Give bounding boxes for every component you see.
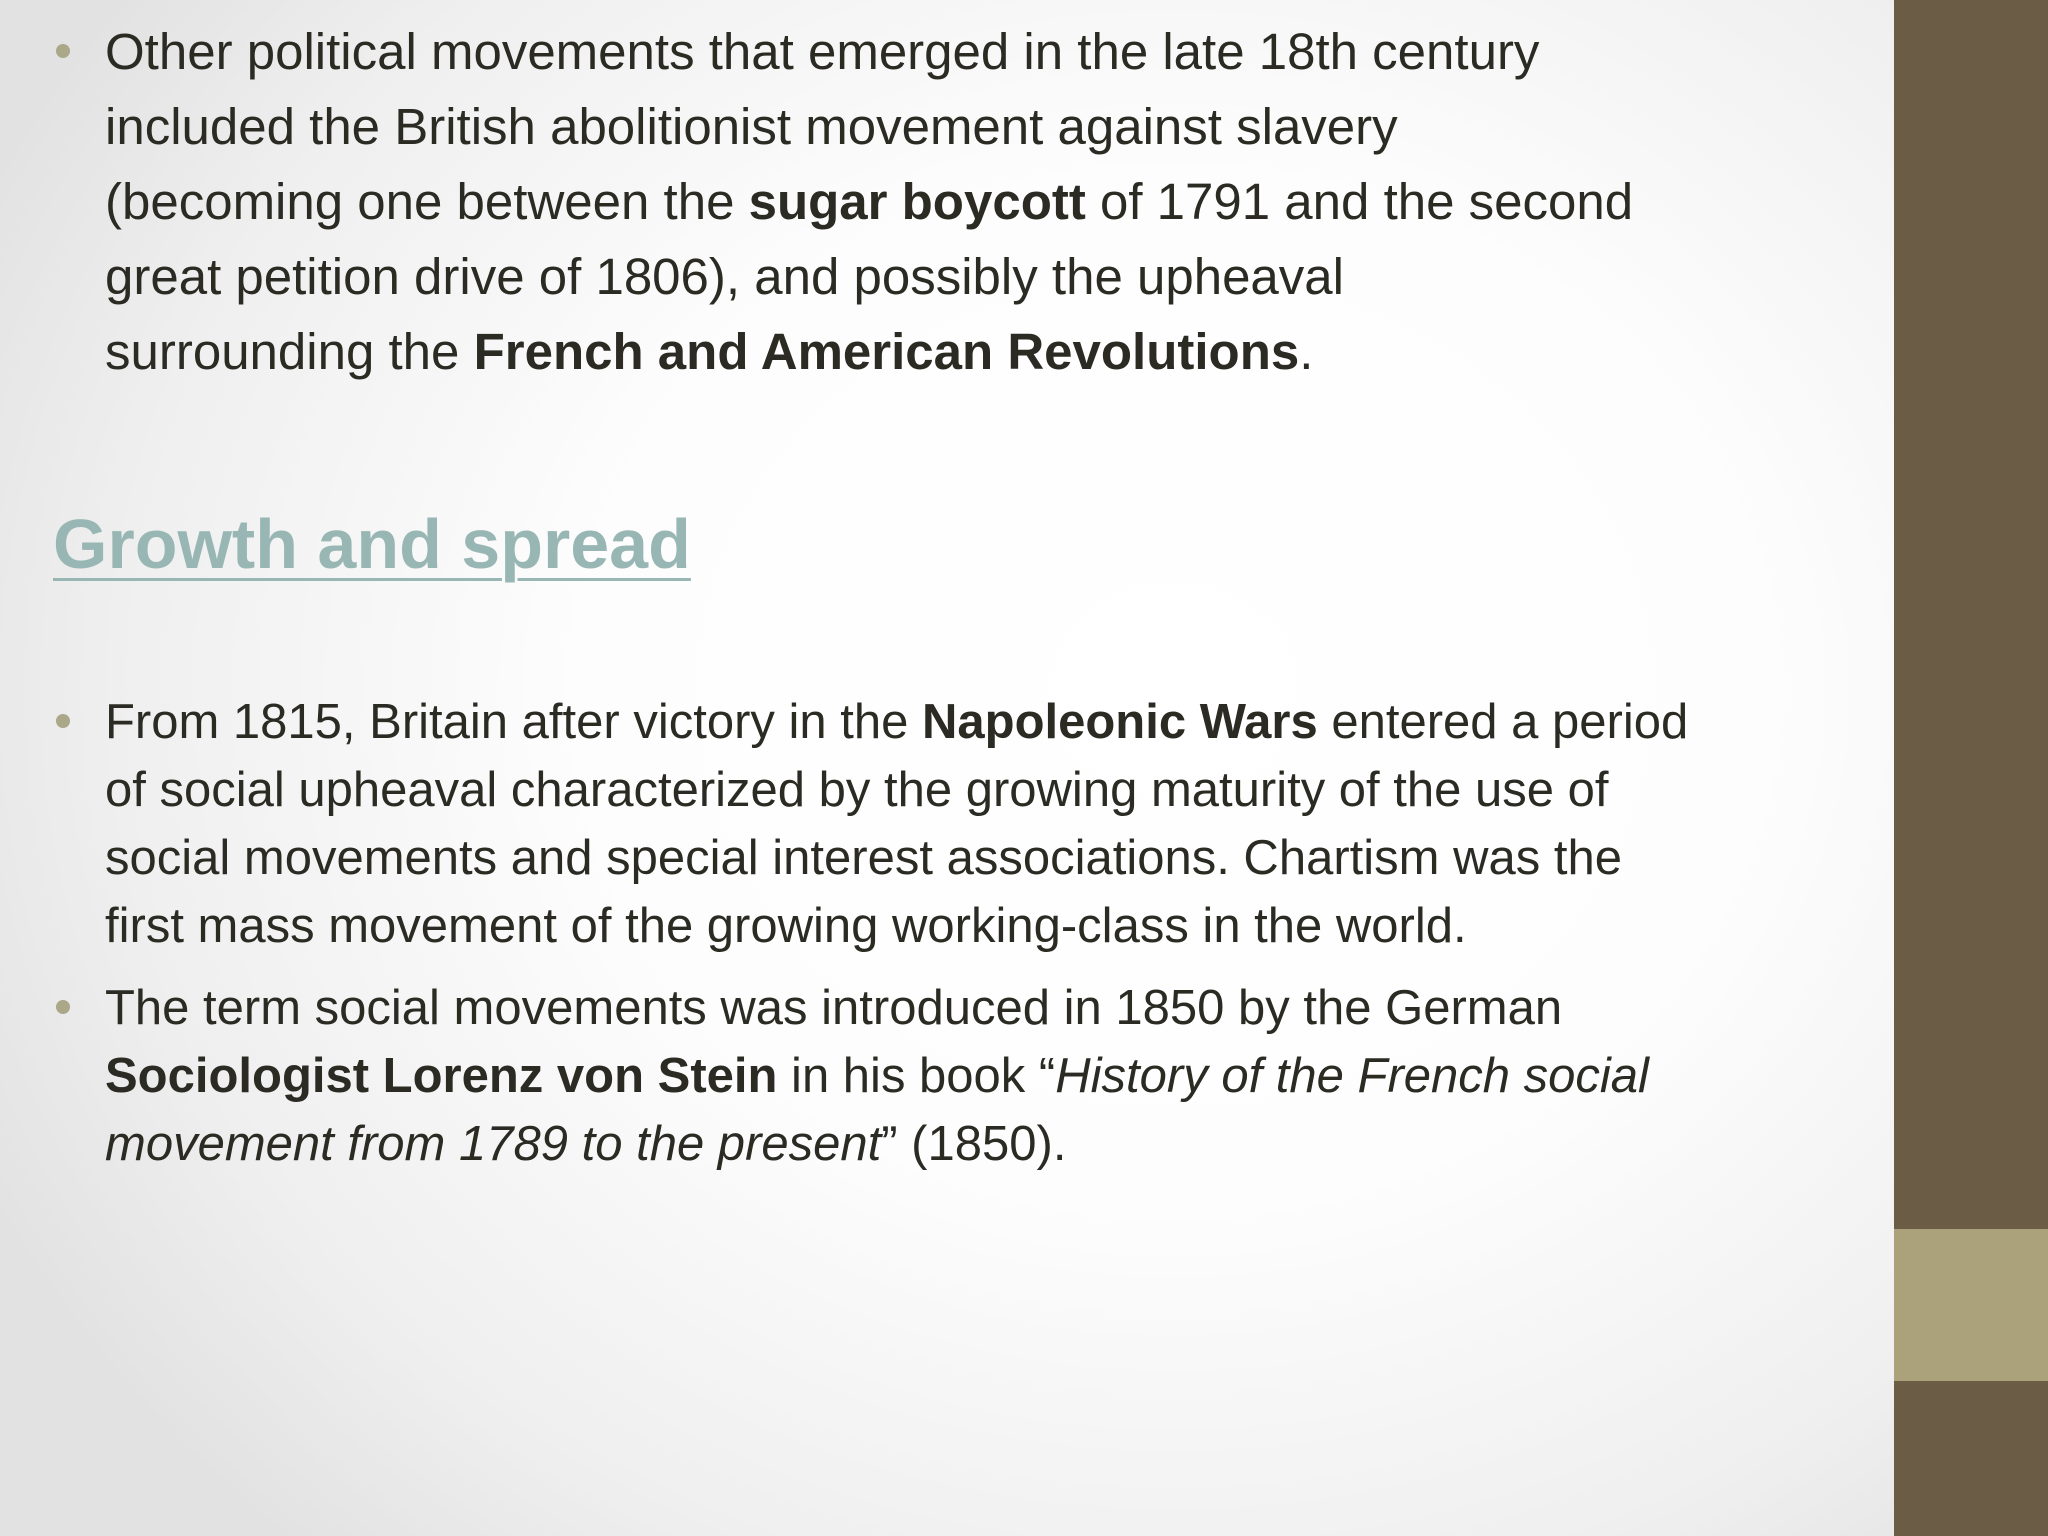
para1-line5-pre: surrounding the [105,323,474,380]
para1-line3-pre: (becoming one between the [105,173,749,230]
bullet-marker-1 [56,44,70,58]
para2-line1-post: entered a period [1317,695,1689,749]
paragraph-growth [105,688,1688,960]
napoleonic-wars-bold: Napoleonic Wars [922,695,1318,749]
decorative-sidebar [1894,0,2048,1536]
para3-line1: The term social movements was introduced in 1850 by the German [105,981,1563,1035]
lorenz-von-stein-bold: Sociologist Lorenz von Stein [105,1049,778,1103]
para1-line1: Other political movements that emerged in the late 18th century [105,23,1540,80]
book-title-part1: History of the French social [1055,1049,1649,1103]
revolutions-bold: French and American Revolutions [473,323,1300,380]
bullet-marker-2 [56,714,70,728]
section-heading: Growth and spread [53,505,691,583]
paragraph-political-movements [105,14,1633,389]
para1-line5-post: . [1299,323,1314,380]
bullet-marker-3 [56,1000,70,1014]
para2-line4: first mass movement of the growing working-class in the world. [105,899,1467,953]
para3-line2-mid: in his book “ [777,1049,1056,1103]
para1-line4: great petition drive of 1806), and possibly the upheaval [105,248,1344,305]
sugar-boycott-bold: sugar boycott [748,173,1086,230]
para1-line3-post: of 1791 and the second [1085,173,1634,230]
para1-line2: included the British abolitionist movement against slavery [105,98,1398,155]
para2-line1-pre: From 1815, Britain after victory in the [105,695,922,749]
book-title-part2: movement from 1789 to the present [105,1117,882,1171]
para3-line3-post: ” (1850). [881,1117,1067,1171]
sidebar-accent-block [1894,1229,2048,1381]
paragraph-term-origin [105,974,1649,1178]
para2-line3: social movements and special interest associations. Chartism was the [105,831,1622,885]
para2-line2: of social upheaval characterized by the growing maturity of the use of [105,763,1609,817]
